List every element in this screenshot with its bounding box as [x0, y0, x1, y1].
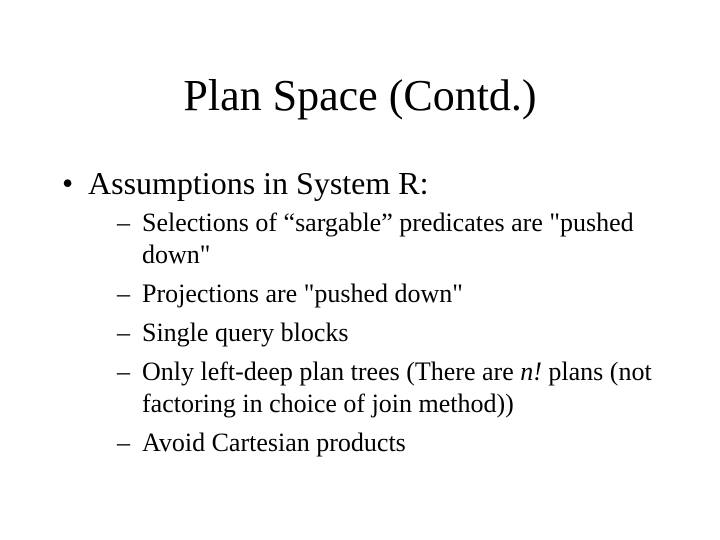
sub-bullet-text: [142, 356, 687, 420]
sub-bullet-text: Avoid Cartesian products: [142, 428, 406, 457]
dash-marker: –: [117, 357, 130, 386]
sub-bullet-list: [117, 207, 687, 466]
dash-marker: –: [117, 428, 130, 457]
sub-bullet-single-query-blocks: [117, 317, 687, 349]
slide-title: Plan Space (Contd.): [183, 71, 537, 120]
bullet-marker: •: [62, 165, 74, 201]
sub-bullet-selections: [117, 207, 687, 271]
dash-marker: –: [117, 208, 130, 237]
dash-marker: –: [117, 318, 130, 347]
sub-bullet-avoid-cartesian: [117, 427, 687, 459]
main-bullet-text: Assumptions in System R:: [88, 165, 429, 201]
dash-marker: –: [117, 279, 130, 308]
sub-bullet-text: Projections are "pushed down": [142, 279, 463, 308]
sub-bullet-text: Selections of “sargable” predicates are "pushed down": [142, 208, 634, 269]
n-factorial: n!: [520, 357, 542, 386]
sub-bullet-left-deep-trees: [117, 356, 687, 420]
text-before: Only left-deep plan trees (There are: [142, 357, 521, 386]
sub-bullet-text: Single query blocks: [142, 318, 349, 347]
sub-bullet-projections: [117, 278, 687, 310]
text-after: plans (not factoring in choice of join method)): [142, 357, 652, 418]
main-bullet: [62, 164, 702, 202]
